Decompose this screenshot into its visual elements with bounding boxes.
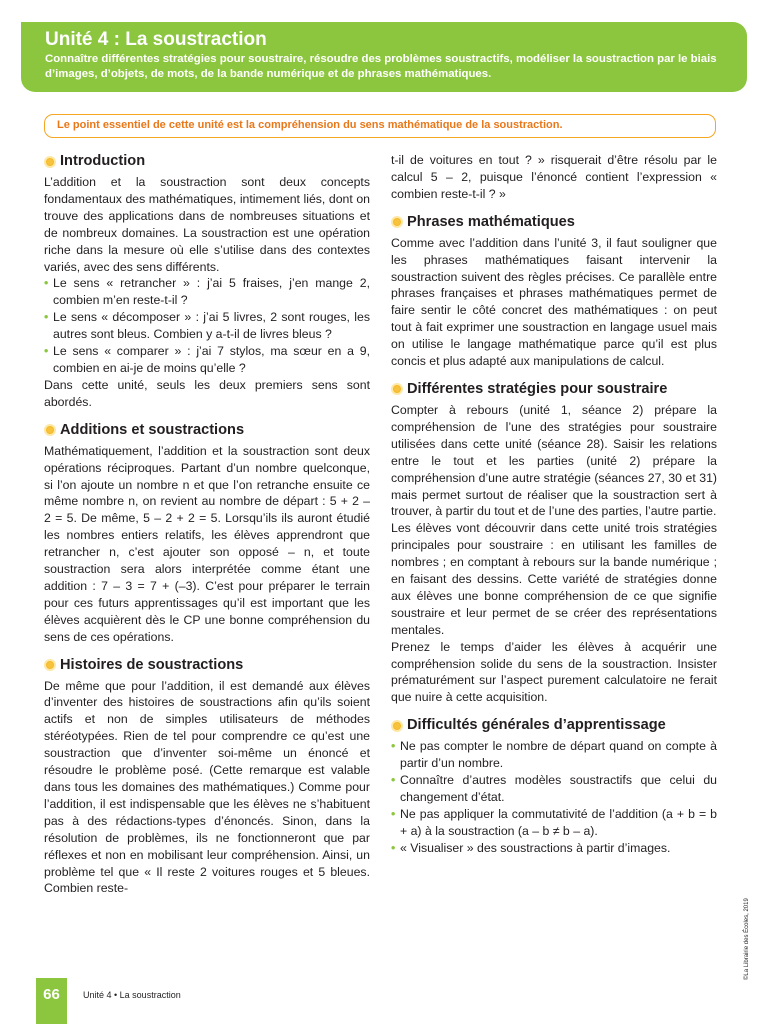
unit-title: Unité 4 : La soustraction <box>45 29 267 50</box>
section-bullet-icon <box>391 720 403 732</box>
paragraph: Prenez le temps d’aider les élèves à acquérir une compréhension solide du sens de la soustraction. Insister prématurément sur l’aspect purement calculatoire ne ferait que nuire à cette acquisition. <box>391 639 717 705</box>
section-phrases <box>391 213 717 370</box>
section-introduction <box>44 152 370 411</box>
list-item: • Le sens « comparer » : j’ai 7 stylos, ma sœur en a 9, combien en ai-je de moins qu’elle ? <box>44 343 370 377</box>
paragraph: De même que pour l’addition, il est demandé aux élèves d’inventer des histoires de soustractions afin qu’ils soient actifs et non de simples utilisateurs de méthodes stéréotypées. Rien de tel pour comprendre ce qu’est une soustraction que d’inventer soi-même un énoncé et résoudre le problème posé. (Cette remarque est valable dans tous les domaines des mathématiques.) Comme pour l’addition, il est indispensable que les élèves ne s’habituent pas à des rédactions-types d’énoncés. Sinon, dans la résolution de problèmes, ils ne fonctionneront que par réflexes et non en mobilisant leur compréhension. Ainsi, un problème tel que « Il reste 2 voitures rouges et 5 bleues. Combien reste- <box>44 678 370 896</box>
paragraph: Compter à rebours (unité 1, séance 2) prépare la compréhension de l’une des stratégies pour soustraire utilisées dans cette unité (séance 28). Saisir les relations entre le tout et les parties (unité 2) prépare la compréhension d’une autre stratégie (séances 27, 30 et 31) mais permet surtout de réaliser que la soustraction sert à trouver, à partir du tout et de l’une des parties, l’autre partie. <box>391 402 717 519</box>
list-item: • Le sens « retrancher » : j’ai 5 fraises, j’en mange 2, combien m’en reste-t-il ? <box>44 275 370 309</box>
paragraph: Comme avec l’addition dans l’unité 3, il faut souligner que les phrases mathématiques faisant intervenir la soustraction suivent des règles précises. Ce parallèle entre phrases françaises et phrases mathématiques permet de faire sentir le côté concret des mathématiques : on peut tout à fait exprimer une soustraction en langage usuel mais on utilise le langage mathématique parce qu’il est plus concis et plus adapté aux manipulations de calcul. <box>391 235 717 369</box>
section-histoires <box>44 656 370 898</box>
section-bullet-icon <box>391 383 403 395</box>
section-title: Difficultés générales d’apprentissage <box>407 717 666 734</box>
section-bullet-icon <box>44 424 56 436</box>
section-continued <box>391 152 717 203</box>
copyright-notice: ©La Librairie des Écoles, 2019 <box>744 898 750 980</box>
unit-objectives: Connaître différentes stratégies pour soustraire, résoudre des problèmes soustractifs, modéliser la soustraction par le biais d’images, d’objets, de mots, de la bande numérique et de phrases mathématiques. <box>45 53 717 80</box>
section-bullet-icon <box>44 156 56 168</box>
bullet-list <box>391 738 717 856</box>
paragraph: t-il de voitures en tout ? » risquerait d’être résolu par le calcul 5 – 2, puisque l’énoncé contient l’expression « combien reste-t-il ? » <box>391 153 717 201</box>
paragraph: Les élèves vont découvrir dans cette unité trois stratégies principales pour soustraire : en utilisant les familles de nombres ; en comptant à rebours sur la bande numérique ; en faisant des dessins. Cette variété de stratégies donne aux élèves une bonne compréhension de ce que signifie soustraire et leur permet de se créer des représentations mentales. <box>391 521 717 637</box>
running-title: Unité 4 • La soustraction <box>83 990 181 1000</box>
left-column <box>44 152 370 907</box>
section-title: Histoires de soustractions <box>60 656 244 673</box>
unit-header <box>21 22 747 92</box>
section-title: Additions et soustractions <box>60 421 245 438</box>
list-item: • Ne pas appliquer la commutativité de l’addition (a + b = b + a) à la soustraction (a – b ≠ b – a). <box>391 806 717 840</box>
section-strategies <box>391 380 717 706</box>
list-item: • Le sens « décomposer » : j’ai 5 livres, 2 sont rouges, les autres sont bleus. Combien y a-t-il de livres bleus ? <box>44 309 370 343</box>
bullet-list <box>44 275 370 376</box>
paragraph: L’addition et la soustraction sont deux concepts fondamentaux des mathématiques, intimement liés, dont on trouve des applications dans de nombreuses situations et de nombreux domaines. La soustraction est une opération riche dans la mesure où elle s’utilise dans des contextes variés, avec des sens différents. <box>44 175 370 274</box>
list-item: • « Visualiser » des soustractions à partir d’images. <box>391 840 717 857</box>
section-bullet-icon <box>44 659 56 671</box>
paragraph: Dans cette unité, seuls les deux premiers sens sont abordés. <box>44 377 370 409</box>
section-title: Introduction <box>60 153 146 169</box>
section-difficultes <box>391 716 717 856</box>
list-item: • Ne pas compter le nombre de départ quand on compte à partir d’un nombre. <box>391 738 717 772</box>
key-point-box: Le point essentiel de cette unité est la compréhension du sens mathématique de la soustraction. <box>44 114 716 138</box>
section-bullet-icon <box>391 216 403 228</box>
section-title: Phrases mathématiques <box>407 213 575 230</box>
page-number: 66 <box>43 986 60 1003</box>
section-additions <box>44 421 370 646</box>
paragraph: Mathématiquement, l’addition et la soustraction sont deux opérations réciproques. Partant d’un nombre quelconque, si l’on ajoute un nombre n et que l’on retranche ensuite ce même nombre n, on revient au nombre de départ : 5 + 2 – 2 = 5. De même, 5 – 2 + 2 = 5. Lorsqu’ils ils auront étudié les nombres entiers relatifs, les élèves apprendront que retrancher n, c’est ajouter son opposé – n, et toute soustraction sera alors interprétée comme étant une addition : 7 – 3 = 7 + (–3). C’est pour préparer le terrain pour ces futurs apprentissages qu’il est important que les élèves acquièrent dès le CP une bonne compréhension du sens de ces opérations. <box>44 443 370 644</box>
section-title: Différentes stratégies pour soustraire <box>407 380 668 397</box>
list-item: • Connaître d’autres modèles soustractifs que celui du changement d’état. <box>391 772 717 806</box>
right-column <box>391 152 717 867</box>
